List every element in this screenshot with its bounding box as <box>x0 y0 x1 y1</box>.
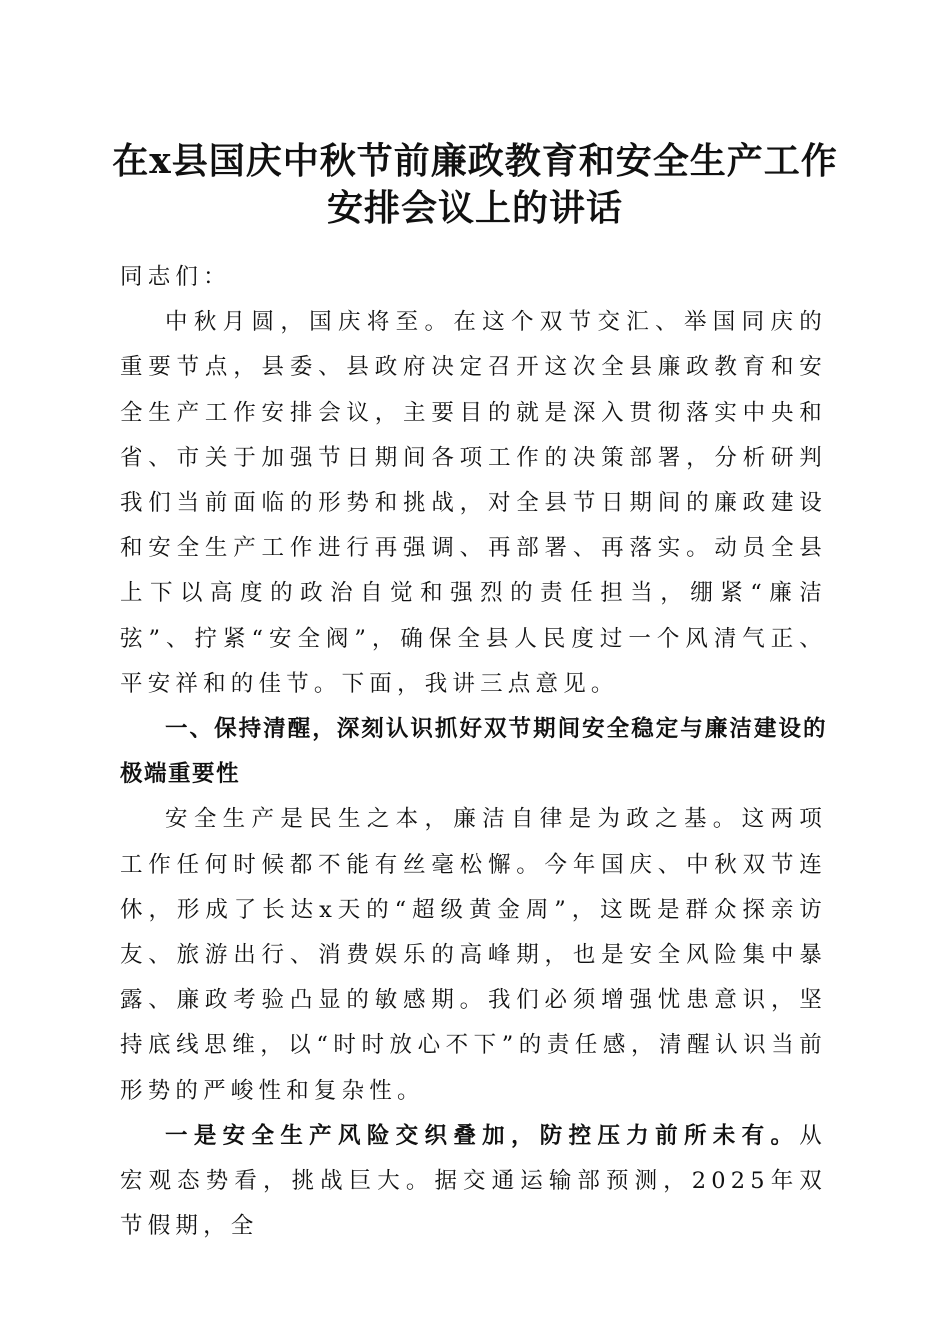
paragraph-section-1: 安全生产是民生之本，廉洁自律是为政之基。这两项工作任何时候都不能有丝毫松懈。今年国庆、中秋双节连休，形成了长达x天的“超级黄金周”，这既是群众探亲访友、旅游出行、消费娱乐的高峰期，也是安全风险集中暴露、廉政考验凸显的敏感期。我们必须增强忧患意识，坚持底线思维，以“时时放心不下”的责任感，清醒认识当前形势的严峻性和复杂性。 <box>120 806 827 1104</box>
section-heading-1: 一、保持清醒，深刻认识抓好双节期间安全稳定与廉洁建设的极端重要性 <box>120 716 827 788</box>
document-title-line-1: 在x县国庆中秋节前廉政教育和安全生产工作 <box>112 140 838 182</box>
point-1-text: 从宏观态势看，挑战巨大。据交通运输部预测，2025年双节假期，全 <box>120 1122 827 1240</box>
paragraph-intro: 中秋月圆，国庆将至。在这个双节交汇、举国同庆的重要节点，县委、县政府决定召开这次全县廉政教育和安全生产工作安排会议，主要目的就是深入贯彻落实中央和省、市关于加强节日期间各项工作的决策部署，分析研判我们当前面临的形势和挑战，对全县节日期间的廉政建设和安全生产工作进行再强调、再部署、再落实。动员全县上下以高度的政治自觉和强烈的责任担当，绷紧“廉洁弦”、拧紧“安全阀”，确保全县人民度过一个风清气正、平安祥和的佳节。下面，我讲三点意见。 <box>120 309 827 697</box>
document-title-line-2: 安排会议上的讲话 <box>326 187 623 229</box>
greeting: 同志们： <box>120 264 231 290</box>
document-body <box>120 255 827 1249</box>
point-1-lead: 一是安全生产风险交织叠加，防控压力前所未有。 <box>165 1122 800 1149</box>
paragraph-point-1 <box>120 1114 827 1250</box>
